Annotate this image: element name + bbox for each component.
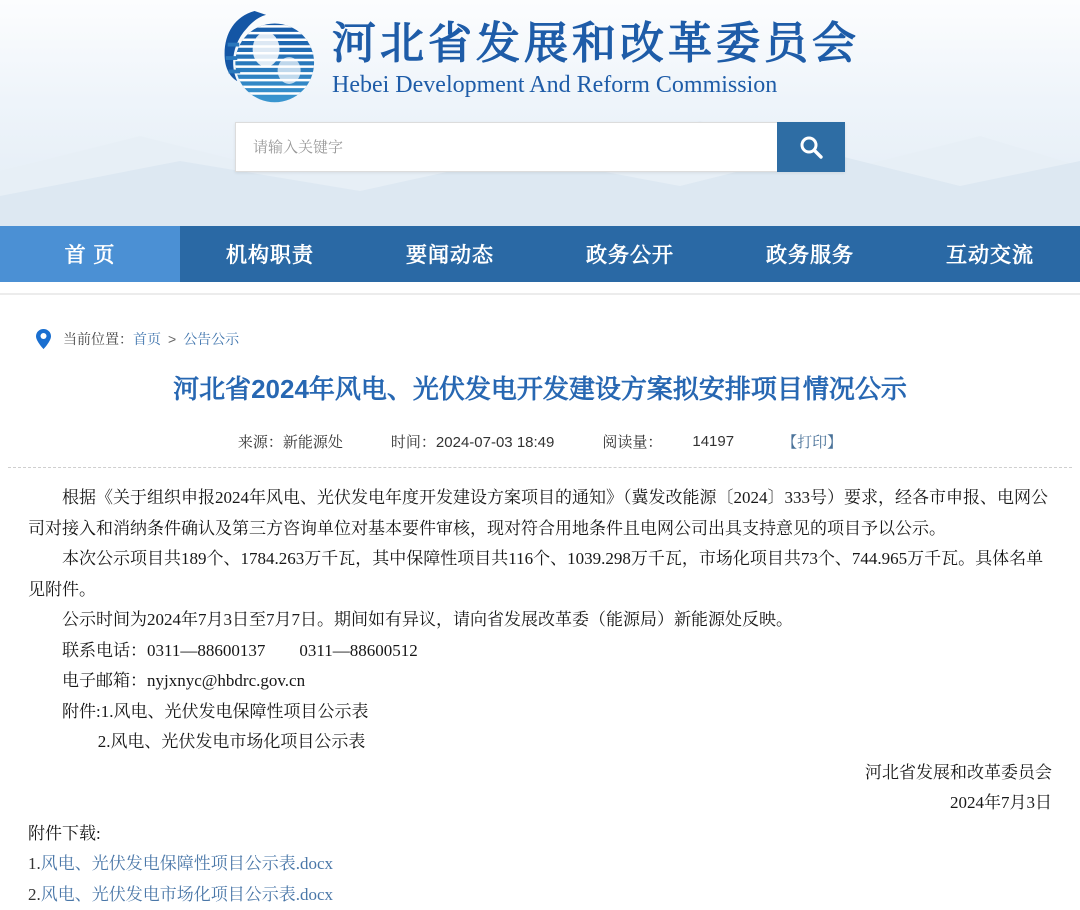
paragraph-period: 公示时间为2024年7月3日至7月7日。期间如有异议，请向省发展改革委（能源局）新能源处反映。 — [28, 605, 1052, 636]
phone-number-2: 0311—88600512 — [299, 641, 417, 660]
nav-item-public-affairs[interactable]: 政务公开 — [540, 226, 720, 282]
article-time: 时间：2024-07-03 18:49 — [391, 431, 554, 452]
site-title-cn: 河北省发展和改革委员会 — [332, 18, 860, 70]
attachment-link-1[interactable]: 风电、光伏发电保障性项目公示表.docx — [41, 854, 333, 873]
search-button[interactable] — [777, 122, 845, 172]
print-button[interactable]: 【打印】 — [782, 431, 842, 452]
brand-text — [332, 18, 860, 100]
article-meta — [28, 431, 1052, 452]
paragraph-totals: 本次公示项目共189个、1784.263万千瓦，其中保障性项目共116个、1039.298万千瓦，市场化项目共73个、744.965万千瓦。具体名单见附件。 — [28, 544, 1052, 605]
download-item: 1.风电、光伏发电保障性项目公示表.docx — [28, 849, 1052, 880]
signature-org: 河北省发展和改革委员会 — [28, 758, 1052, 789]
download-item: 2.风电、光伏发电市场化项目公示表.docx — [28, 880, 1052, 910]
article-source: 来源：新能源处 — [238, 431, 343, 452]
nav-item-news[interactable]: 要闻动态 — [360, 226, 540, 282]
globe-swoosh-icon — [220, 11, 316, 107]
nav-item-services[interactable]: 政务服务 — [720, 226, 900, 282]
article — [0, 371, 1080, 910]
inline-attachment-2: 2.风电、光伏发电市场化项目公示表 — [28, 727, 1052, 758]
breadcrumb-current-link[interactable]: 公告公示 — [183, 329, 239, 349]
site-header — [0, 0, 1080, 226]
breadcrumb-home-link[interactable]: 首页 — [133, 329, 161, 349]
site-title-en: Hebei Development And Reform Commission — [332, 70, 860, 100]
phone-number-1: 0311—88600137 — [147, 641, 265, 660]
nav-item-home[interactable]: 首 页 — [0, 226, 180, 282]
inline-attachment-1: 附件:1.风电、光伏发电保障性项目公示表 — [28, 697, 1052, 728]
article-body — [28, 468, 1052, 819]
breadcrumb-separator: > — [168, 331, 176, 347]
search-input[interactable] — [235, 122, 777, 172]
nav-item-duties[interactable]: 机构职责 — [180, 226, 360, 282]
signature-date: 2024年7月3日 — [28, 788, 1052, 819]
main-nav — [0, 226, 1080, 282]
email-address: nyjxnyc@hbdrc.gov.cn — [147, 671, 305, 690]
nav-divider — [0, 282, 1080, 295]
location-pin-icon — [36, 329, 51, 349]
paragraph-basis: 根据《关于组织申报2024年风电、光伏发电年度开发建设方案项目的通知》（冀发改能源〔2024〕333号）要求，经各市申报、电网公司对接入和消纳条件确认及第三方咨询单位对基本要件审核，现对符合用地条件且电网公司出具支持意见的项目予以公示。 — [28, 483, 1052, 544]
breadcrumb — [0, 295, 1080, 349]
breadcrumb-prefix: 当前位置： — [63, 329, 133, 349]
search-icon — [798, 134, 824, 160]
article-views-count: 14197 — [692, 433, 734, 450]
search-bar — [235, 122, 845, 172]
nav-item-interaction[interactable]: 互动交流 — [900, 226, 1080, 282]
attachment-link-2[interactable]: 风电、光伏发电市场化项目公示表.docx — [41, 885, 333, 904]
downloads-title: 附件下载: — [28, 819, 1052, 850]
site-brand — [0, 0, 1080, 112]
contact-phone-line: 联系电话：0311—88600137 0311—88600512 — [28, 636, 1052, 667]
attachment-downloads — [28, 819, 1052, 910]
article-title: 河北省2024年风电、光伏发电开发建设方案拟安排项目情况公示 — [88, 371, 992, 407]
article-views-label: 阅读量： — [602, 431, 662, 452]
contact-email-line: 电子邮箱：nyjxnyc@hbdrc.gov.cn — [28, 666, 1052, 697]
